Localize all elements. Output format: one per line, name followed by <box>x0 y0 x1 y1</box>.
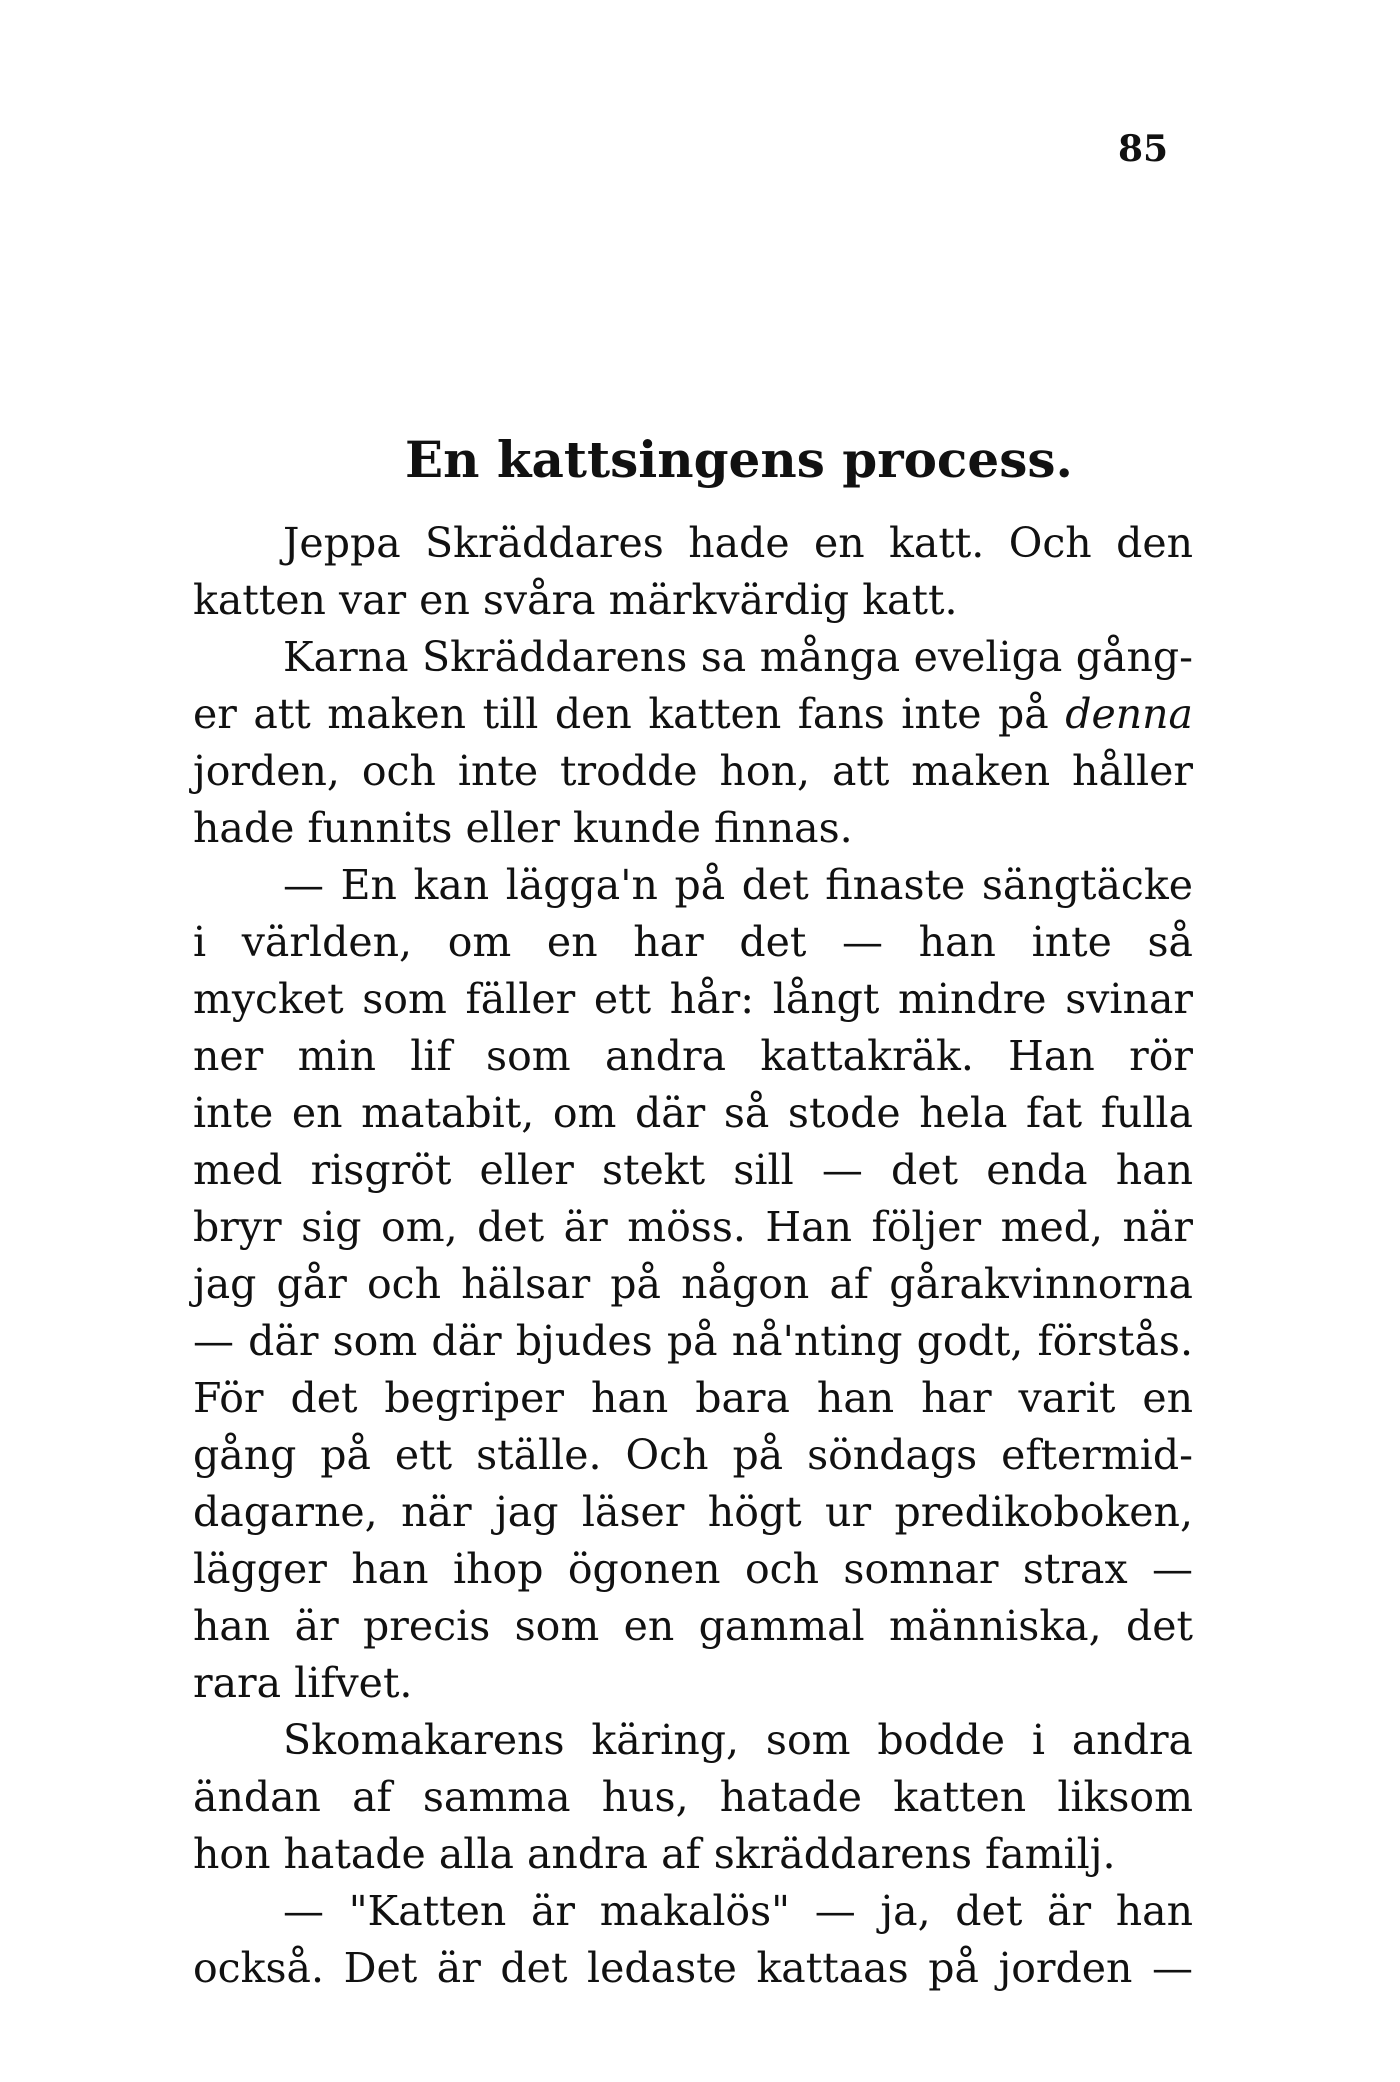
text-line: gång på ett ställe. Och på söndags eftermid- <box>193 1431 1193 1479</box>
text-line: Skomakarens käring, som bodde i andra <box>283 1716 1193 1764</box>
text-line: För det begriper han bara han har varit en <box>193 1374 1193 1422</box>
text-line: hade funnits eller kunde finnas. <box>193 804 853 852</box>
text-line: han är precis som en gammal människa, det <box>193 1602 1193 1650</box>
chapter-title: En kattsingens process. <box>405 430 1073 489</box>
emphasized-word: denna <box>1065 690 1193 738</box>
text-line: — där som där bjudes på nå'nting godt, förstås. <box>193 1317 1193 1365</box>
text-line: ändan af samma hus, hatade katten liksom <box>193 1773 1193 1821</box>
text-line-part: er att maken till den katten fans inte på <box>193 690 1066 738</box>
text-line: också. Det är det ledaste kattaas på jorden — <box>193 1944 1193 1992</box>
text-line: katten var en svåra märkvärdig katt. <box>193 576 958 624</box>
text-line: jag går och hälsar på någon af gårakvinnorna <box>193 1260 1193 1308</box>
text-line <box>193 686 1193 743</box>
text-line: bryr sig om, det är möss. Han följer med, när <box>193 1203 1193 1251</box>
text-line: med risgröt eller stekt sill — det enda han <box>193 1146 1193 1194</box>
text-line: — En kan lägga'n på det finaste sängtäcke <box>283 861 1193 909</box>
text-line: hon hatade alla andra af skräddarens familj. <box>193 1830 1116 1878</box>
text-line: ner min lif som andra kattakräk. Han rör <box>193 1032 1193 1080</box>
text-line: i världen, om en har det — han inte så <box>193 918 1193 966</box>
text-line: rara lifvet. <box>193 1659 413 1707</box>
text-line: Jeppa Skräddares hade en katt. Och den <box>283 519 1193 567</box>
text-line: inte en matabit, om där så stode hela fat fulla <box>193 1089 1193 1137</box>
text-line: mycket som fäller ett hår: långt mindre svinar <box>193 975 1193 1023</box>
text-line: lägger han ihop ögonen och somnar strax — <box>193 1545 1193 1593</box>
text-line: Karna Skräddarens sa många eveliga gång- <box>283 633 1193 681</box>
body-text <box>193 515 1193 1997</box>
page-number: 85 <box>1118 128 1169 170</box>
text-line: jorden, och inte trodde hon, att maken håller <box>193 747 1193 795</box>
text-line: dagarne, när jag läser högt ur predikoboken, <box>193 1488 1193 1536</box>
text-line: — "Katten är makalös" — ja, det är han <box>283 1887 1193 1935</box>
